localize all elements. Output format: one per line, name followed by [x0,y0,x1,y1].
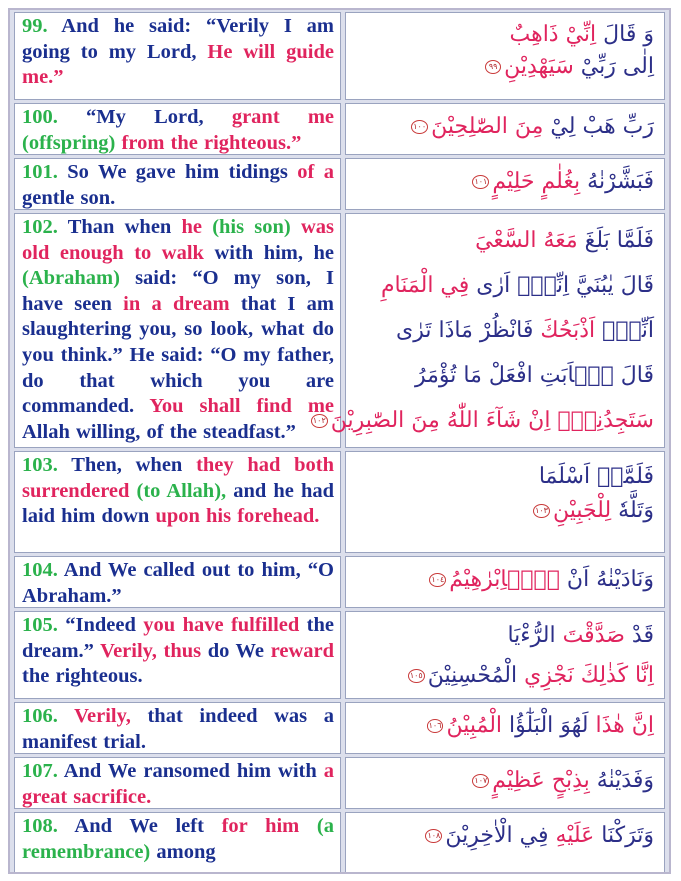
arabic-segment: اِنِّيْ ذَاهِبٌ [509,22,597,47]
verse-number: 107. [22,760,58,782]
translation-segment: he [181,216,203,238]
arabic-segment: اِنَّا كَذٰلِكَ [573,663,654,688]
arabic-segment: لَهُوَ الْبَلٰٓؤُا [502,713,589,738]
arabic-line [356,711,654,741]
verse-row-104 [14,556,665,608]
arabic-line [356,218,654,263]
arabic-segment: بِذِبْحٍ عَظِيْمٍ [492,768,590,793]
translation-segment: “My Lord, [57,106,232,128]
arabic-line [356,460,654,494]
arabic-segment: افْعَلْ مَا تُؤْمَرُ [414,363,533,388]
translation-segment: And We left [57,815,222,837]
translation-segment: So We gave him tidings [57,161,298,183]
verse-translation [22,160,334,211]
translation-segment: grant me [231,106,334,128]
translation-cell [14,702,341,754]
translation-segment: of a [297,161,334,183]
verse-translation [22,613,334,690]
translation-segment: a great sacrifice. [22,760,334,808]
verse-row-108 [14,812,665,874]
ayah-marker-icon: ٩٩ [485,60,501,74]
ayah-marker-icon: ١٠٤ [429,573,446,587]
arabic-segment: وَ قَالَ [596,22,654,47]
verse-translation [22,814,334,865]
verse-row-100 [14,103,665,155]
verse-number: 108. [22,815,58,837]
arabic-line [356,263,654,308]
arabic-segment: لِلْجَبِيْنِ [552,498,612,523]
translation-segment: do We [201,639,271,662]
translation-segment: manifest trial. [22,730,146,753]
arabic-line [356,167,654,197]
verse-row-106 [14,702,665,754]
arabic-segment: سَتَجِدُنِيْۤ اِنْ شَآءَ اللّٰهُ [439,408,654,433]
arabic-segment: فَلَمَّاۤ اَسْلَمَا [538,464,654,489]
translation-segment: surrendered [22,479,137,502]
arabic-line [356,766,654,796]
translation-segment: (offspring) [22,131,122,154]
translation-segment: was old [22,216,334,264]
translation-segment: the dream.” [22,614,335,662]
arabic-segment: عَلَيْهِ [555,823,595,848]
ayah-marker-icon: ١٠٥ [408,669,425,683]
translation-segment: from the righteous.” [121,131,302,154]
verse-number: 103. [22,454,58,476]
arabic-segment: وَتَرَكْنَا [594,823,654,848]
arabic-cell [345,611,665,699]
translation-segment: “Indeed [57,614,144,636]
arabic-segment: مَعَهُ السَّعْيَ [475,228,578,253]
translation-segment: gentle son. [22,186,116,209]
ayah-marker-icon: ١٠١ [472,175,489,189]
translation-segment: they had both [196,454,334,476]
verse-number: 100. [22,106,58,128]
arabic-segment: بِغُلٰمٍ حَلِيْمٍ [492,169,581,194]
arabic-cell [345,451,665,553]
arabic-segment: نَجْزِي [517,663,574,688]
ayah-marker-icon: ١٠٠ [411,120,428,134]
arabic-segment: وَتَلَّهٗ [611,498,654,523]
verse-row-105 [14,611,665,699]
arabic-cell [345,12,665,100]
translation-cell [14,812,341,874]
arabic-cell [345,757,665,809]
translation-segment: and he had laid him down [22,479,335,528]
translation-segment: He will guide me.” [22,40,334,89]
translation-segment: And We called out to him, “O Abraham.” [22,559,334,607]
translation-segment: that indeed was a [147,705,334,727]
translation-segment: “Verily I am going to my Lord, [22,15,334,63]
translation-segment: in a dream [123,292,230,315]
verse-translation [22,14,334,91]
ayah-marker-icon: ١٠٧ [472,774,489,788]
translation-segment: Verily, [57,705,148,727]
arabic-segment: مِنَ الصّٰلِحِيْنَ [431,114,544,139]
translation-cell [14,12,341,100]
arabic-segment: وَفَدَيْنٰهُ [589,768,654,793]
arabic-line [356,353,654,398]
arabic-line [356,308,654,353]
arabic-segment: اِنَّ هٰذَا [588,713,654,738]
arabic-segment: قَدْ [624,623,654,648]
verse-number: 106. [22,705,58,727]
verse-number: 102. [22,216,58,238]
verse-number: 99. [22,15,48,37]
arabic-segment: الْمُبِيْنُ [446,713,503,738]
arabic-cell [345,158,665,210]
verse-translation [22,704,334,755]
verse-translation [22,558,334,609]
translation-segment: You shall find me [149,395,334,418]
arabic-segment: قَالَ يٰۤاَبَتِ [532,363,654,388]
arabic-segment: فَانْظُرْ مَاذَا تَرٰى [395,318,541,343]
translation-segment: enough to walk [59,241,204,264]
translation-cell [14,103,341,155]
arabic-line [312,398,654,443]
arabic-cell [345,103,665,155]
translation-segment: among [150,840,216,863]
arabic-segment: مِنَ الصّٰبِرِيْنَ [330,408,440,433]
verse-translation [22,759,334,810]
ayah-marker-icon: ١٠٦ [427,719,444,733]
arabic-cell [345,556,665,608]
translation-cell [14,556,341,608]
translation-segment: you have fulfilled [143,614,300,636]
translation-segment: (to Allah), [136,479,227,502]
verse-row-102 [14,213,665,448]
arabic-segment: الرُّءْيَا [507,623,563,648]
arabic-line [356,112,654,142]
arabic-segment: سَيَهْدِيْنِ [504,54,574,79]
arabic-line [356,821,654,851]
arabic-cell [345,702,665,754]
translation-cell [14,158,341,210]
arabic-line [356,565,654,595]
arabic-cell [345,812,665,874]
translation-segment: reward [270,639,335,662]
ayah-marker-icon: ١٠٨ [425,829,442,843]
arabic-segment: الْمُحْسِنِيْنَ [427,663,518,688]
translation-segment: upon his forehead. [155,505,320,528]
arabic-line [356,51,654,83]
translation-segment: said: “O my son, I have seen [22,267,334,315]
arabic-line [356,19,654,51]
translation-segment: for him [221,815,300,837]
verse-table [8,8,671,874]
translation-segment: And We ransomed him with [57,760,324,782]
translation-cell [14,451,341,553]
arabic-segment: فِي الْاٰخِرِيْنَ [445,823,556,848]
verse-translation [22,105,334,156]
translation-segment: the righteous. [22,665,143,688]
verse-row-103 [14,451,665,553]
arabic-segment: اِلٰى رَبِّيْ [573,54,654,79]
translation-segment: (his son) [202,216,291,238]
arabic-segment: فَبَشَّرْنٰهُ [580,169,654,194]
arabic-segment: اَنِّيْۤ [595,318,654,343]
translation-segment: Then, when [57,454,197,476]
arabic-segment: رَبِّ هَبْ لِيْ [543,114,654,139]
arabic-line [356,656,654,696]
ayah-marker-icon: ١٠٣ [533,504,550,518]
verse-row-99 [14,12,665,100]
arabic-segment: فِي الْمَنَامِ [380,273,470,298]
verse-number: 105. [22,614,58,636]
translation-cell [14,611,341,699]
verse-number: 104. [22,559,58,581]
translation-cell [14,757,341,809]
arabic-segment: اَذْبَحُكَ [540,318,596,343]
arabic-line [356,616,654,656]
translation-segment: Verily, thus [100,639,202,662]
verse-translation [22,453,334,530]
translation-segment: Than when [57,216,182,238]
verse-row-101 [14,158,665,210]
arabic-segment: فَلَمَّا بَلَغَ [577,228,654,253]
ayah-marker-icon: ١٠٢ [311,414,328,428]
translation-segment: (a remembrance) [22,815,334,863]
arabic-line [356,494,654,528]
translation-segment: (Abraham) [22,267,120,290]
arabic-segment: وَنَادَيْنٰهُ اَنْ [559,567,654,592]
translation-segment: that I am slaughtering you, so look, what do you think.” He said: “O my father, do that which you are commanded. [22,292,335,418]
arabic-cell [312,213,665,448]
translation-segment: Allah willing, of the steadfast.” [22,420,296,443]
verse-row-107 [14,757,665,809]
translation-segment: And he said: [47,15,207,37]
arabic-segment: قَالَ يٰبُنَيَّ اِنِّيْۤ اَرٰى [469,273,654,298]
arabic-segment: صَدَّقْتَ [562,623,625,648]
verse-number: 101. [22,161,58,183]
arabic-segment: يّٰۤاِبْرٰهِيْمُ [449,567,560,592]
verse-translation [22,215,334,445]
translation-segment: with him, he [203,241,335,264]
translation-cell [14,213,341,448]
